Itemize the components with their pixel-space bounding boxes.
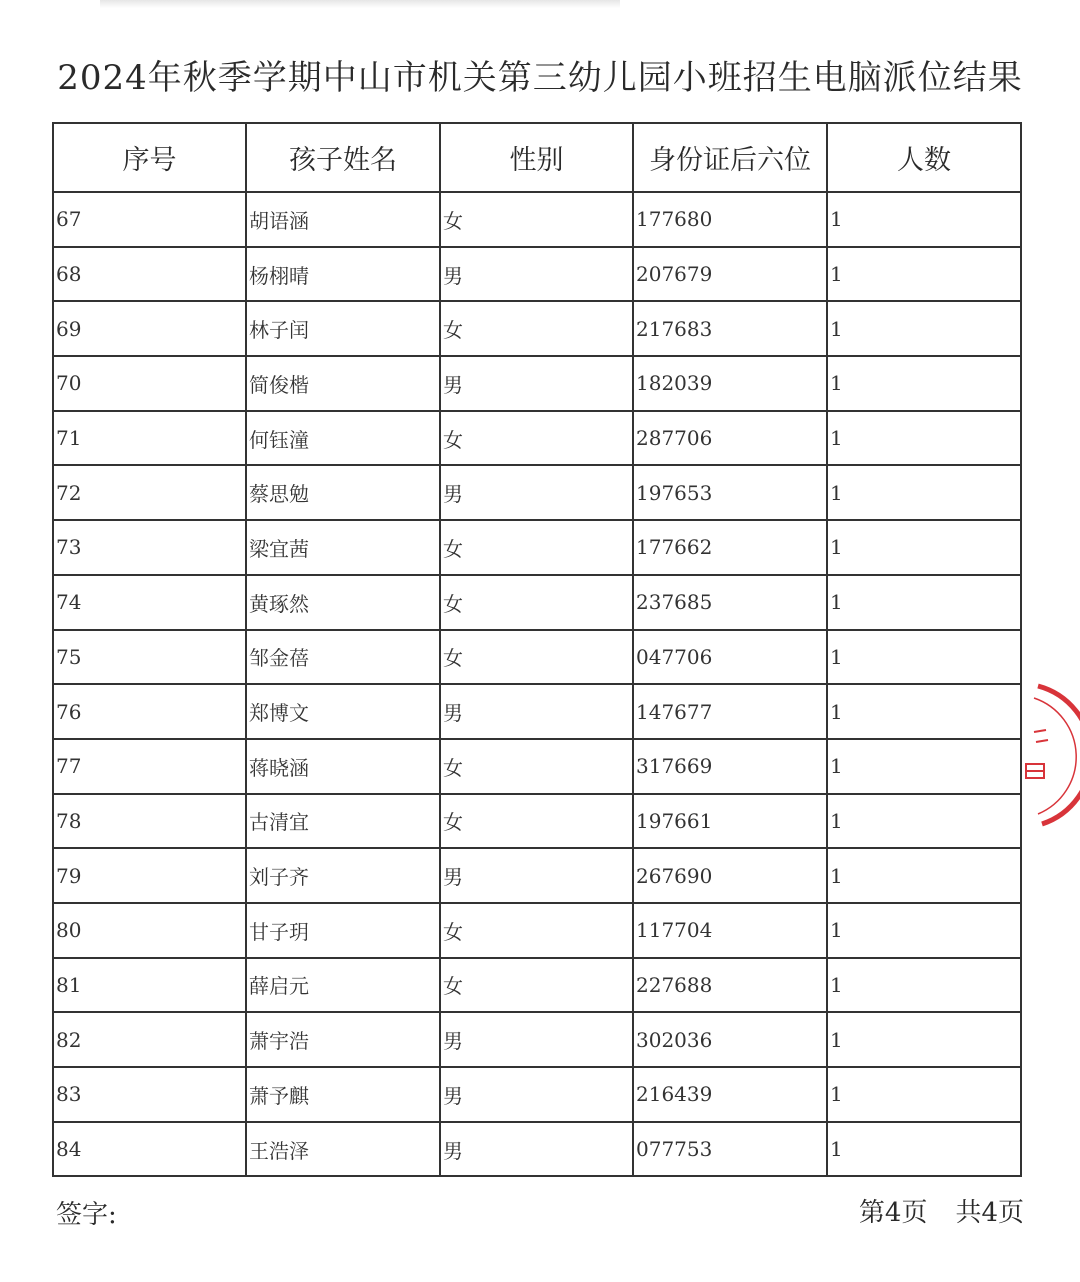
cell-gender: 女: [440, 575, 633, 630]
cell-child-name: 林子闰: [246, 301, 440, 356]
cell-child-name: 胡语涵: [246, 192, 440, 247]
seal-arc: [1038, 686, 1080, 824]
cell-child-name: 甘子玥: [246, 903, 440, 958]
header-child-name: 孩子姓名: [246, 123, 440, 192]
cell-child-name: 王浩泽: [246, 1122, 440, 1177]
cell-serial: 78: [53, 794, 246, 849]
table-row: [53, 1067, 1021, 1122]
document-title: 2024年秋季学期中山市机关第三幼儿园小班招生电脑派位结果: [57, 58, 1023, 98]
cell-gender: 女: [440, 794, 633, 849]
cell-gender: 男: [440, 1122, 633, 1177]
cell-id-last-six: 177662: [633, 520, 827, 575]
page-total: 共4页: [955, 1198, 1024, 1228]
table-row: [53, 575, 1021, 630]
cell-child-name: 邹金蓓: [246, 630, 440, 685]
cell-count: 1: [827, 575, 1021, 630]
cell-child-name: 蒋晓涵: [246, 739, 440, 794]
cell-gender: 男: [440, 684, 633, 739]
table-row: [53, 465, 1021, 520]
table-row: [53, 848, 1021, 903]
cell-count: 1: [827, 630, 1021, 685]
table-row: [53, 356, 1021, 411]
cell-count: 1: [827, 1012, 1021, 1067]
cell-serial: 68: [53, 247, 246, 302]
cell-id-last-six: 147677: [633, 684, 827, 739]
cell-serial: 77: [53, 739, 246, 794]
table-row: [53, 684, 1021, 739]
cell-count: 1: [827, 903, 1021, 958]
cell-count: 1: [827, 1122, 1021, 1177]
cell-child-name: 蔡思勉: [246, 465, 440, 520]
cell-id-last-six: 227688: [633, 958, 827, 1013]
cell-gender: 男: [440, 465, 633, 520]
header-serial: 序号: [53, 123, 246, 192]
table-body: [53, 192, 1021, 1176]
cell-id-last-six: 197653: [633, 465, 827, 520]
official-seal-stamp: [1020, 680, 1080, 830]
cell-child-name: 杨栩晴: [246, 247, 440, 302]
table-header-row: [53, 123, 1021, 192]
page-current: 第4页: [858, 1198, 928, 1228]
cell-id-last-six: 077753: [633, 1122, 827, 1177]
cell-id-last-six: 117704: [633, 903, 827, 958]
header-id-last-six: 身份证后六位: [633, 123, 827, 192]
scan-smudge: [100, 0, 620, 8]
table-row: [53, 411, 1021, 466]
cell-id-last-six: 216439: [633, 1067, 827, 1122]
cell-child-name: 简俊楷: [246, 356, 440, 411]
cell-serial: 84: [53, 1122, 246, 1177]
cell-id-last-six: 177680: [633, 192, 827, 247]
cell-count: 1: [827, 958, 1021, 1013]
table-row: [53, 520, 1021, 575]
cell-count: 1: [827, 684, 1021, 739]
cell-count: 1: [827, 192, 1021, 247]
cell-gender: 女: [440, 192, 633, 247]
cell-id-last-six: 207679: [633, 247, 827, 302]
cell-id-last-six: 047706: [633, 630, 827, 685]
cell-gender: 男: [440, 848, 633, 903]
cell-count: 1: [827, 794, 1021, 849]
cell-id-last-six: 317669: [633, 739, 827, 794]
seal-mark-1: [1034, 730, 1048, 742]
cell-count: 1: [827, 301, 1021, 356]
table-row: [53, 958, 1021, 1013]
cell-gender: 女: [440, 411, 633, 466]
cell-gender: 女: [440, 958, 633, 1013]
cell-child-name: 梁宜茜: [246, 520, 440, 575]
table-row: [53, 1012, 1021, 1067]
table-row: [53, 630, 1021, 685]
cell-child-name: 古清宜: [246, 794, 440, 849]
cell-serial: 72: [53, 465, 246, 520]
cell-id-last-six: 302036: [633, 1012, 827, 1067]
table-row: [53, 192, 1021, 247]
header-count: 人数: [827, 123, 1021, 192]
cell-id-last-six: 217683: [633, 301, 827, 356]
seal-mark-2: [1026, 764, 1044, 778]
cell-id-last-six: 267690: [633, 848, 827, 903]
cell-gender: 女: [440, 739, 633, 794]
table-row: [53, 1122, 1021, 1177]
cell-gender: 女: [440, 520, 633, 575]
cell-gender: 男: [440, 247, 633, 302]
table-row: [53, 739, 1021, 794]
table-row: [53, 247, 1021, 302]
cell-serial: 71: [53, 411, 246, 466]
cell-serial: 74: [53, 575, 246, 630]
cell-child-name: 萧予麒: [246, 1067, 440, 1122]
cell-child-name: 郑博文: [246, 684, 440, 739]
cell-gender: 女: [440, 903, 633, 958]
cell-gender: 女: [440, 630, 633, 685]
cell-count: 1: [827, 848, 1021, 903]
roster-table: [52, 122, 1022, 1177]
cell-serial: 67: [53, 192, 246, 247]
cell-child-name: 薛启元: [246, 958, 440, 1013]
cell-child-name: 黄琢然: [246, 575, 440, 630]
cell-count: 1: [827, 739, 1021, 794]
cell-gender: 男: [440, 1012, 633, 1067]
cell-serial: 81: [53, 958, 246, 1013]
cell-serial: 70: [53, 356, 246, 411]
table-row: [53, 301, 1021, 356]
table-row: [53, 794, 1021, 849]
cell-serial: 80: [53, 903, 246, 958]
cell-serial: 73: [53, 520, 246, 575]
cell-gender: 女: [440, 301, 633, 356]
cell-count: 1: [827, 356, 1021, 411]
cell-serial: 82: [53, 1012, 246, 1067]
page-indicator: [859, 1192, 1024, 1229]
cell-id-last-six: 182039: [633, 356, 827, 411]
cell-child-name: 何钰潼: [246, 411, 440, 466]
cell-serial: 75: [53, 630, 246, 685]
cell-count: 1: [827, 1067, 1021, 1122]
cell-child-name: 萧宇浩: [246, 1012, 440, 1067]
cell-count: 1: [827, 411, 1021, 466]
cell-id-last-six: 197661: [633, 794, 827, 849]
signature-label: 签字:: [56, 1200, 117, 1230]
cell-gender: 男: [440, 1067, 633, 1122]
cell-child-name: 刘子齐: [246, 848, 440, 903]
header-gender: 性别: [440, 123, 633, 192]
cell-serial: 83: [53, 1067, 246, 1122]
cell-serial: 69: [53, 301, 246, 356]
cell-gender: 男: [440, 356, 633, 411]
seal-arc-inner: [1034, 698, 1076, 814]
cell-serial: 76: [53, 684, 246, 739]
table-row: [53, 903, 1021, 958]
cell-count: 1: [827, 247, 1021, 302]
cell-id-last-six: 287706: [633, 411, 827, 466]
cell-serial: 79: [53, 848, 246, 903]
cell-count: 1: [827, 465, 1021, 520]
cell-count: 1: [827, 520, 1021, 575]
cell-id-last-six: 237685: [633, 575, 827, 630]
